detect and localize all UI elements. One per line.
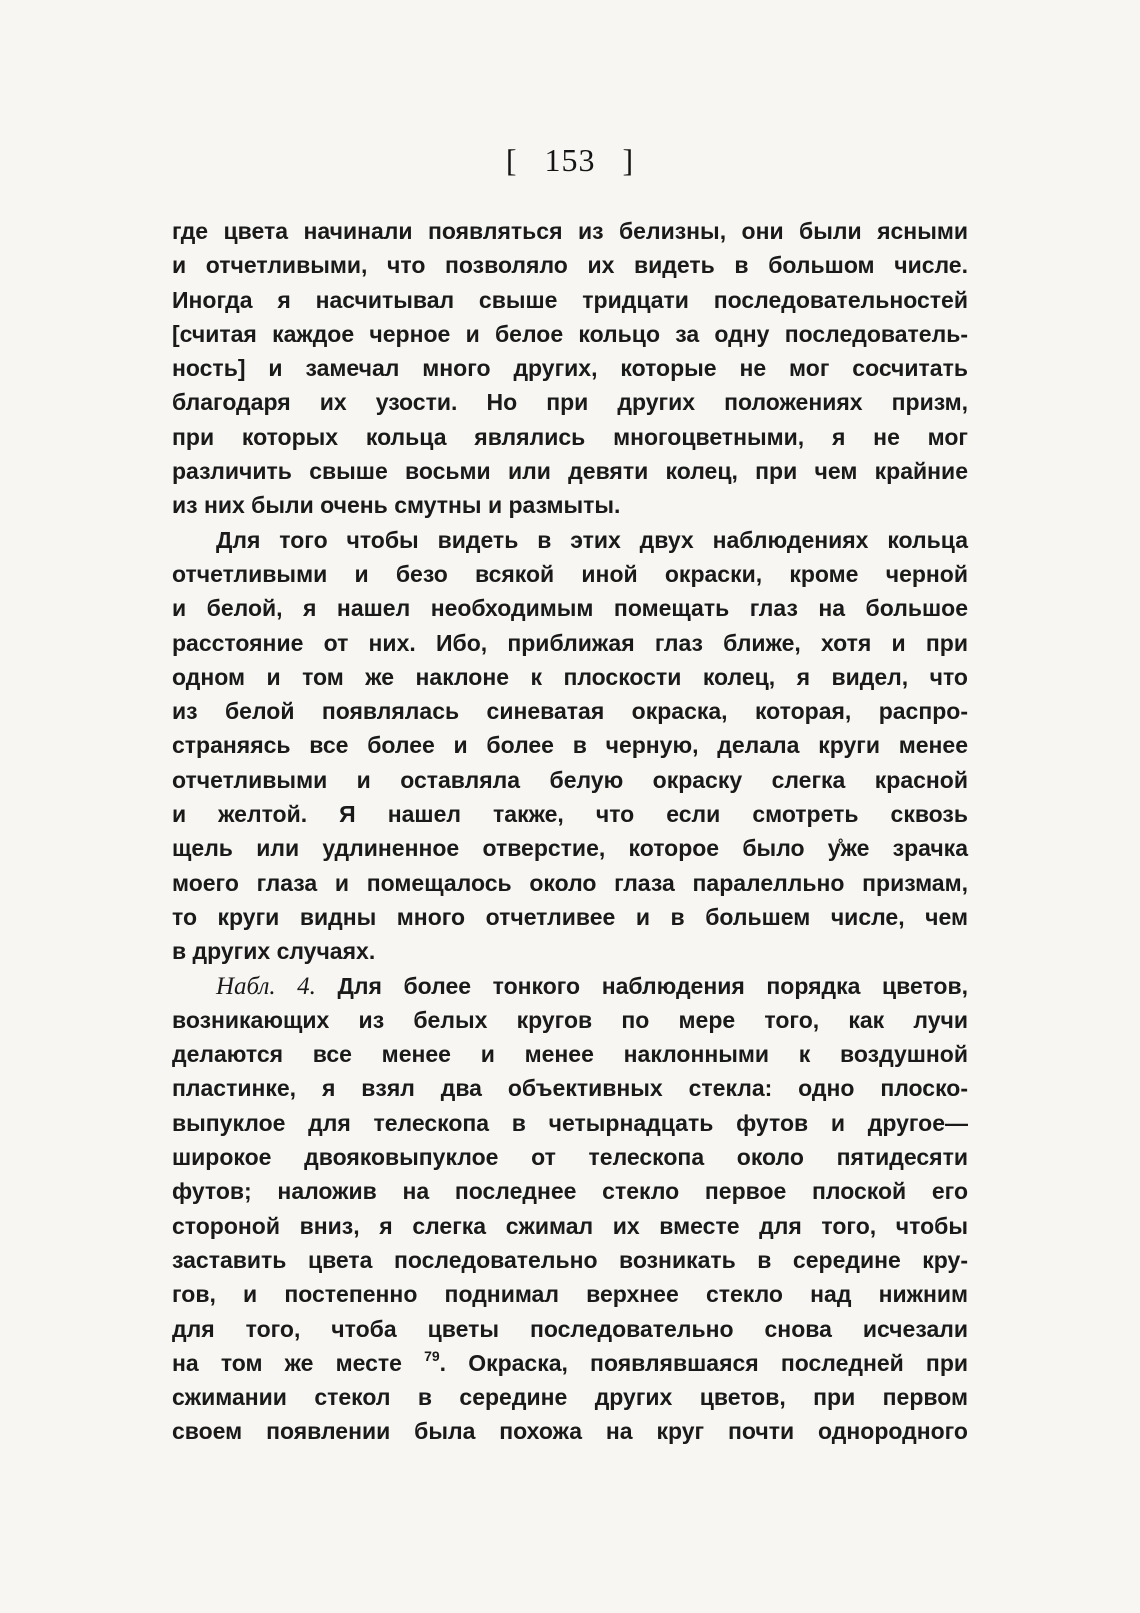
text-line: и отчетливыми, что позволяло их видеть в большом числе. (172, 252, 968, 279)
text-line: гов, и постепенно поднимал верхнее стекло над нижним (172, 1281, 968, 1308)
text-line: широкое двояковыпуклое от телескопа около пятидесяти (172, 1144, 968, 1171)
text-line: моего глаза и помещалось около глаза паралелльно призмам, (172, 869, 968, 896)
text-line: то круги видны много отчетливее и в большем числе, чем (172, 903, 968, 930)
text-line: расстояние от них. Ибо, приближая глаз ближе, хотя и при (172, 629, 968, 656)
text-line: отчетливыми и безо всякой иной окраски, кроме черной (172, 560, 968, 587)
text-line: Иногда я насчитывал свыше тридцати последовательностей (172, 286, 968, 313)
footnote-reference[interactable]: 79 (424, 1347, 440, 1364)
observation-label: Набл. 4. (216, 972, 316, 1000)
text-line: возникающих из белых кругов по мере того, как лучи (172, 1006, 968, 1033)
text-line: и белой, я нашел необходимым помещать глаз на большое (172, 595, 968, 622)
text-line: отчетливыми и оставляла белую окраску слегка красной (172, 766, 968, 793)
text-line: где цвета начинали появляться из белизны, они были ясными (172, 218, 968, 244)
footnote-line-after: . Окраска, появлявшаяся последней при (439, 1349, 969, 1376)
text-line: футов; наложив на последнее стекло первое плоской его (172, 1178, 968, 1205)
text-line: сжимании стекол в середине других цветов, при первом (172, 1384, 968, 1411)
footnote-line-before: на том же месте (172, 1349, 402, 1376)
text-line: благодаря их узости. Но при других положениях призм, (172, 389, 968, 416)
page-number: 153 (544, 142, 596, 178)
text-line: выпуклое для телескопа в четырнадцать футов и другое— (172, 1109, 968, 1136)
text-line: из них были очень смутны и размыты. (172, 492, 621, 519)
text-line: страняясь все более и более в черную, делала круги менее (172, 732, 968, 759)
text-line: щель или удлиненное отверстие, которое было у̊же зрачка (172, 835, 968, 862)
bracket-close: ] (622, 142, 635, 178)
paragraph-first-line: Для того чтобы видеть в этих двух наблюдениях кольца (216, 526, 968, 553)
text-line: из белой появлялась синеватая окраска, которая, распро- (172, 698, 968, 725)
text-line: заставить цвета последовательно возникать в середине кру- (172, 1246, 968, 1273)
body-text (172, 214, 968, 1449)
text-line: ность] и замечал много других, которые не мог сосчитать (172, 355, 968, 382)
text-line: для того, чтоба цветы последовательно снова исчезали (172, 1315, 968, 1342)
text-line: одном и том же наклоне к плоскости колец, я видел, что (172, 663, 968, 690)
text-line: и желтой. Я нашел также, что если смотреть сквозь (172, 801, 968, 828)
paragraph-first-line (172, 969, 968, 1003)
text-line: делаются все менее и менее наклонными к воздушной (172, 1041, 968, 1068)
text-line: пластинке, я взял два объективных стекла: одно плоско- (172, 1075, 968, 1102)
page-number-header (0, 142, 1140, 179)
bracket-open: [ (505, 142, 518, 178)
footnote-line (172, 1346, 968, 1380)
text-line: стороной вниз, я слегка сжимал их вместе для того, чтобы (172, 1212, 968, 1239)
text-line: различить свыше восьми или девяти колец, при чем крайние (172, 458, 968, 485)
text-line: своем появлении была похожа на круг почти однородного (172, 1418, 968, 1445)
first-line-text: Для более тонкого наблюдения порядка цветов, (337, 972, 968, 999)
text-line: при которых кольца являлись многоцветными, я не мог (172, 423, 968, 450)
text-line: в других случаях. (172, 938, 376, 965)
text-line: [считая каждое черное и белое кольцо за одну последователь- (172, 320, 968, 347)
